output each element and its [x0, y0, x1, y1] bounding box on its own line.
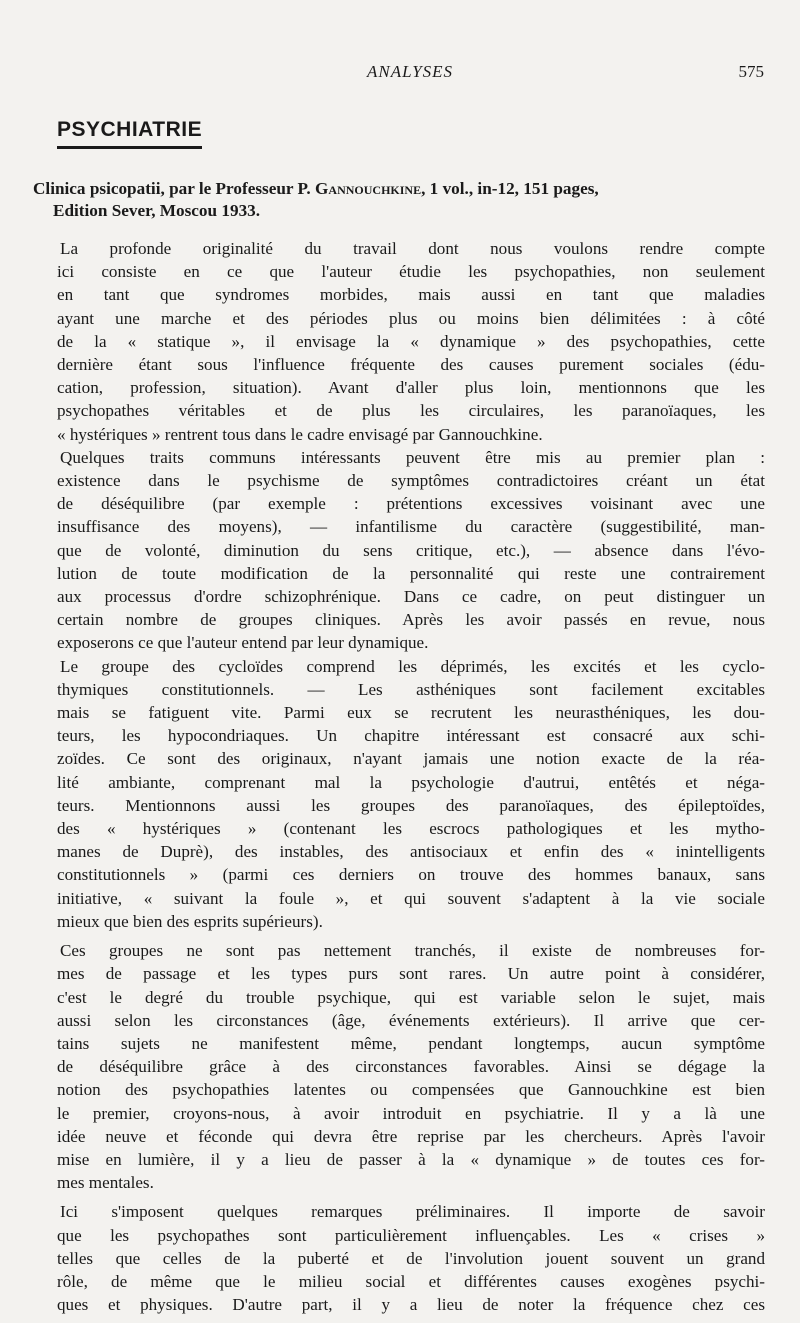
text-line: exposerons ce que l'auteur entend par leur dynamique.	[57, 633, 429, 653]
text-line: Ici s'imposent quelques remarques préliminaires. Il importe de savoir	[60, 1202, 765, 1222]
book-author: Gannouchkine	[315, 179, 422, 198]
text-line: ici consiste en ce que l'auteur étudie les psychopathies, non seulement	[57, 262, 765, 282]
text-line: Ces groupes ne sont pas nettement tranchés, il existe de nombreuses for-	[60, 941, 765, 961]
text-line: constitutionnels » (parmi ces derniers on trouve des hommes banaux, sans	[57, 865, 765, 885]
book-details: , 1 vol., in-12, 151 pages,	[421, 179, 599, 198]
text-line: certain nombre de groupes cliniques. Après les avoir passés en revue, nous	[57, 610, 765, 630]
text-line: dernière étant sous l'influence fréquente des causes purement sociales (édu-	[57, 355, 765, 375]
paragraph-3	[57, 655, 765, 933]
text-line: insuffisance des moyens), — infantilisme du caractère (suggestibilité, man-	[57, 517, 765, 537]
text-line: notion des psychopathies latentes ou compensées que Gannouchkine est bien	[57, 1080, 765, 1100]
text-line: telles que celles de la puberté et de l'involution jouent souvent un grand	[57, 1248, 765, 1268]
paragraph-5	[57, 1200, 765, 1316]
text-line: mise en lumière, il y a lieu de passer à la « dynamique » de toutes ces for-	[57, 1149, 765, 1169]
section-title: PSYCHIATRIE	[57, 118, 202, 149]
text-line: ques et physiques. D'autre part, il y a lieu de noter la fréquence chez ces	[57, 1295, 765, 1315]
text-line: mieux que bien des esprits supérieurs).	[57, 911, 323, 931]
text-line: que les psychopathes sont particulièrement influençables. Les « crises »	[57, 1225, 765, 1245]
running-head	[56, 62, 764, 86]
text-line: existence dans le psychisme de symptômes contradictoires créant un état	[57, 471, 765, 491]
text-line: initiative, « suivant la foule », et qui souvent s'adaptent à la vie sociale	[57, 888, 765, 908]
text-line: le premier, croyons-nous, à avoir introduit en psychiatrie. Il y a là une	[57, 1103, 765, 1123]
text-line: zoïdes. Ce sont des originaux, n'ayant jamais une notion exacte de la réa-	[57, 749, 765, 769]
text-line: lution de toute modification de la personnalité qui reste une contrairement	[57, 563, 765, 583]
text-line: teurs. Mentionnons aussi les groupes des paranoïaques, des épileptoïdes,	[57, 795, 765, 815]
text-line: des « hystériques » (contenant les escrocs pathologiques et les mytho-	[57, 819, 765, 839]
text-line: La profonde originalité du travail dont nous voulons rendre compte	[60, 239, 765, 258]
text-line: lité ambiante, comprenant mal la psychologie d'autrui, entêtés et néga-	[57, 772, 765, 792]
text-line: thymiques constitutionnels. — Les asthéniques sont facilement excitables	[57, 679, 765, 699]
text-line: c'est le degré du trouble psychique, qui est variable selon le sujet, mais	[57, 987, 765, 1007]
text-line: cation, profession, situation). Avant d'aller plus loin, mentionnons que les	[57, 378, 765, 398]
text-line: de déséquilibre grâce à des circonstances favorables. Ainsi se dégage la	[57, 1057, 765, 1077]
text-line: de la « statique », il envisage la « dynamique » des psychopathies, cette	[57, 331, 765, 351]
text-line: que de volonté, diminution du sens critique, etc.), — absence dans l'évo-	[57, 540, 765, 560]
text-line: idée neuve et féconde qui devra être reprise par les chercheurs. Après l'avoir	[57, 1126, 765, 1146]
text-line: mais se fatiguent vite. Parmi eux se recrutent les neurasthéniques, les dou-	[57, 703, 765, 723]
text-line: rôle, de même que le milieu social et différentes causes exogènes psychi-	[57, 1271, 765, 1291]
page-number: 575	[738, 62, 764, 81]
text-line: de déséquilibre (par exemple : prétentions excessives voisinant avec une	[57, 494, 765, 514]
book-title: Clinica psicopatii,	[33, 179, 165, 198]
book-reference	[33, 178, 768, 222]
text-line: manes de Duprè), des instables, des antisociaux et enfin des « inintelligents	[57, 842, 765, 862]
text-line: Quelques traits communs intéressants peuvent être mis au premier plan :	[60, 447, 765, 467]
text-line: aussi selon les circonstances (âge, événements extérieurs). Il arrive que cer-	[57, 1010, 765, 1030]
paragraph-1	[57, 237, 765, 446]
text-line: mes mentales.	[57, 1173, 154, 1193]
text-line: psychopathes véritables et de plus les circulaires, les paranoïaques, les	[57, 401, 765, 421]
text-line: en tant que syndromes morbides, mais aussi en tant que maladies	[57, 285, 765, 305]
book-by: par le Professeur P.	[169, 179, 311, 198]
book-reference-line-1	[33, 178, 768, 200]
text-line: ayant une marche et des périodes plus ou moins bien délimitées : à côté	[57, 308, 765, 328]
text-line: tains sujets ne manifestent même, pendant longtemps, aucun symptôme	[57, 1033, 765, 1053]
text-line: aux processus d'ordre schizophrénique. Dans ce cadre, on peut distinguer un	[57, 587, 765, 607]
text-line: « hystériques » rentrent tous dans le cadre envisagé par Gannouchkine.	[57, 424, 543, 444]
book-reference-line-2: Edition Sever, Moscou 1933.	[53, 201, 261, 220]
review-body	[57, 237, 765, 1316]
paragraph-4	[57, 939, 765, 1194]
text-line: mes de passage et les types purs sont rares. Un autre point à considérer,	[57, 964, 765, 984]
text-line: teurs, les hypocondriaques. Un chapitre intéressant est consacré aux schi-	[57, 726, 765, 746]
text-line: Le groupe des cycloïdes comprend les déprimés, les excités et les cyclo-	[60, 656, 765, 676]
running-title: ANALYSES	[366, 62, 454, 81]
paragraph-2	[57, 446, 765, 655]
